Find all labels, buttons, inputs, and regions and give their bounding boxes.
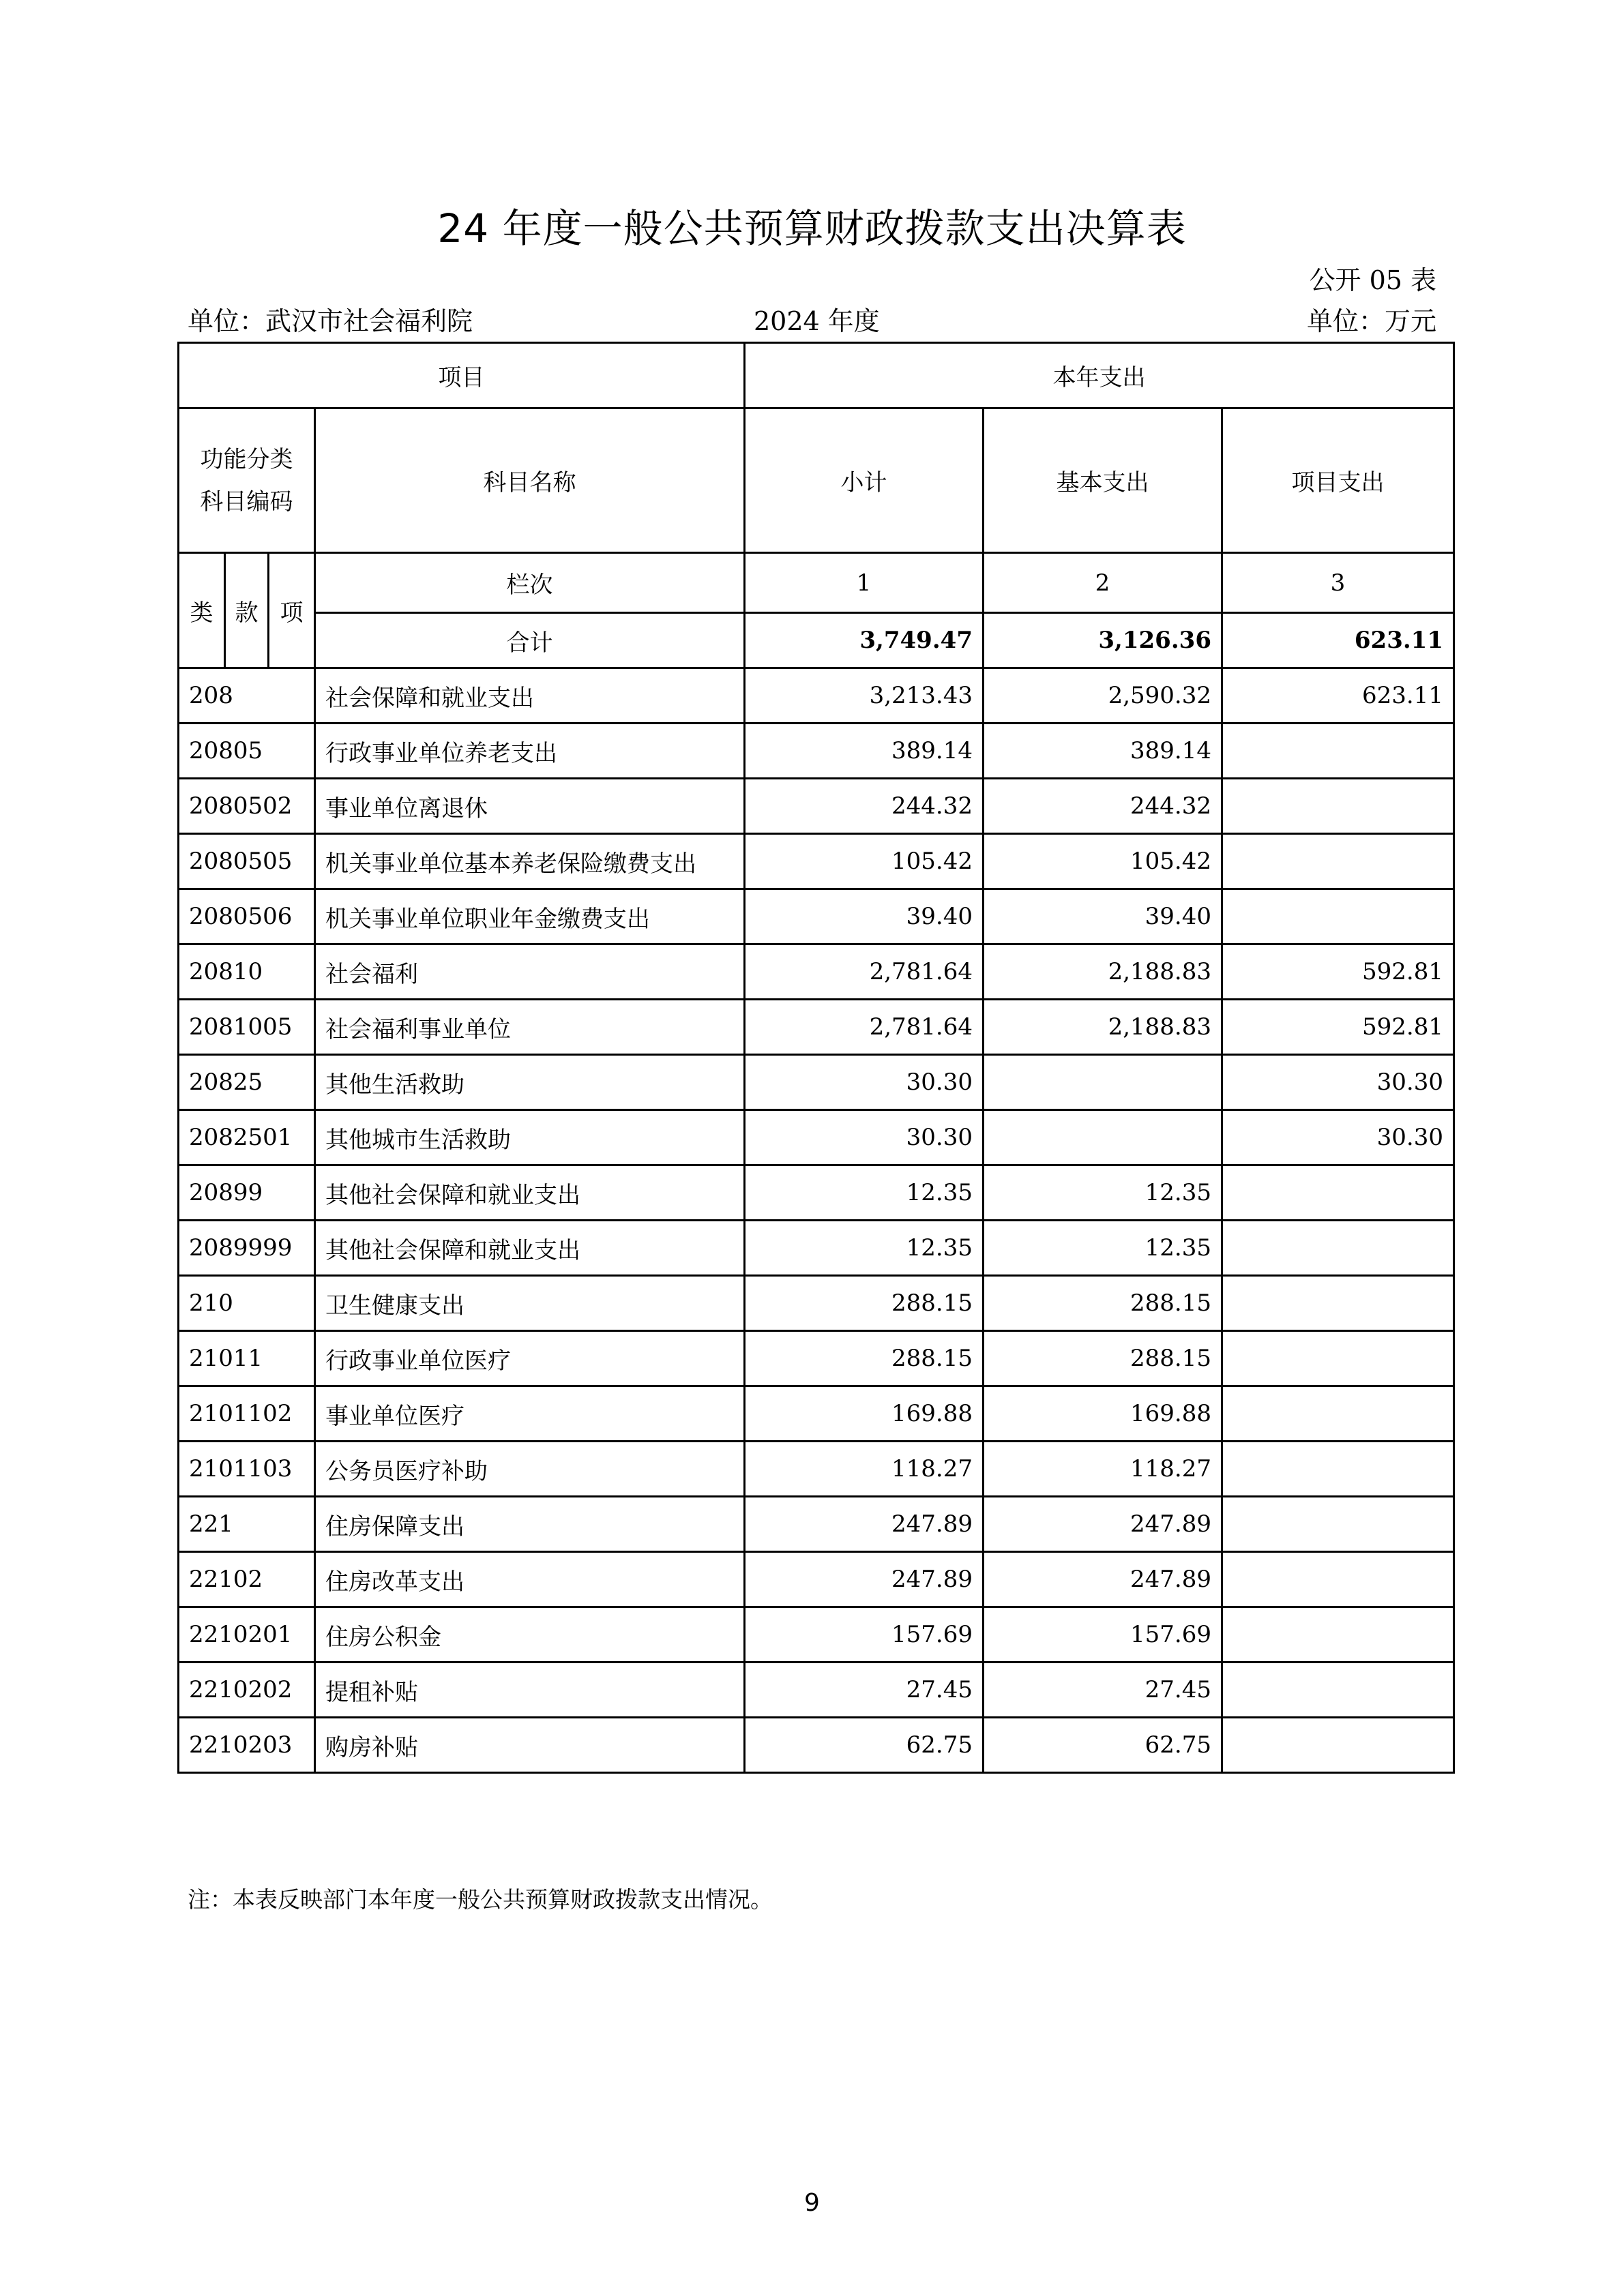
header-kuan: 款 (225, 553, 269, 668)
row-subject-name: 机关事业单位职业年金缴费支出 (315, 889, 745, 944)
row-subtotal: 12.35 (745, 1165, 984, 1221)
row-subject-name: 社会福利 (315, 944, 745, 1000)
row-basic: 288.15 (984, 1331, 1222, 1386)
header-lei: 类 (179, 553, 225, 668)
row-code: 2101102 (179, 1386, 315, 1442)
page-number: 9 (804, 2189, 820, 2217)
row-basic: 247.89 (984, 1497, 1222, 1552)
row-subtotal: 2,781.64 (745, 944, 984, 1000)
row-code: 20805 (179, 724, 315, 779)
row-project (1222, 889, 1454, 944)
table-row (179, 1497, 1454, 1552)
row-basic: 2,188.83 (984, 944, 1222, 1000)
table-row (179, 724, 1454, 779)
row-basic: 247.89 (984, 1552, 1222, 1607)
row-subject-name: 购房补贴 (315, 1718, 745, 1773)
table-row (179, 1663, 1454, 1718)
header-col2: 2 (984, 553, 1222, 613)
row-subject-name: 其他社会保障和就业支出 (315, 1165, 745, 1221)
row-subject-name: 公务员医疗补助 (315, 1442, 745, 1497)
row-basic: 2,188.83 (984, 1000, 1222, 1055)
row-code: 221 (179, 1497, 315, 1552)
row-subtotal: 247.89 (745, 1552, 984, 1607)
row-project: 623.11 (1222, 668, 1454, 724)
row-subject-name: 住房改革支出 (315, 1552, 745, 1607)
row-subject-name: 卫生健康支出 (315, 1276, 745, 1331)
header-row-3 (179, 553, 1454, 613)
table-row (179, 1442, 1454, 1497)
row-project (1222, 1497, 1454, 1552)
row-subtotal: 105.42 (745, 834, 984, 889)
table-row (179, 1552, 1454, 1607)
row-subject-name: 行政事业单位医疗 (315, 1331, 745, 1386)
table-row (179, 1055, 1454, 1110)
header-basic: 基本支出 (984, 408, 1222, 553)
header-xiang: 项 (269, 553, 315, 668)
row-code: 2081005 (179, 1000, 315, 1055)
row-basic: 39.40 (984, 889, 1222, 944)
row-subtotal: 3,213.43 (745, 668, 984, 724)
row-basic: 157.69 (984, 1607, 1222, 1663)
header-function-code-line1: 功能分类 (200, 445, 293, 473)
row-code: 20810 (179, 944, 315, 1000)
row-subtotal: 30.30 (745, 1055, 984, 1110)
table-row (179, 944, 1454, 1000)
total-label: 合计 (315, 613, 745, 668)
row-project (1222, 724, 1454, 779)
row-project: 592.81 (1222, 944, 1454, 1000)
row-project (1222, 779, 1454, 834)
row-subtotal: 247.89 (745, 1497, 984, 1552)
row-project (1222, 1276, 1454, 1331)
row-code: 208 (179, 668, 315, 724)
page-title: 24 年度一般公共预算财政拨款支出决算表 (437, 205, 1187, 252)
row-code: 20899 (179, 1165, 315, 1221)
header-project: 项目支出 (1222, 408, 1454, 553)
row-code: 2101103 (179, 1442, 315, 1497)
table-number: 公开 05 表 (1309, 265, 1436, 295)
row-project (1222, 1663, 1454, 1718)
row-project (1222, 1386, 1454, 1442)
row-subject-name: 机关事业单位基本养老保险缴费支出 (315, 834, 745, 889)
table-row (179, 834, 1454, 889)
row-code: 2080506 (179, 889, 315, 944)
row-project: 30.30 (1222, 1110, 1454, 1165)
table-row (179, 889, 1454, 944)
row-project: 30.30 (1222, 1055, 1454, 1110)
row-subtotal: 389.14 (745, 724, 984, 779)
table-row (179, 1718, 1454, 1773)
header-function-code-line2: 科目编码 (200, 488, 293, 516)
header-row-2 (179, 408, 1454, 553)
total-subtotal: 3,749.47 (745, 613, 984, 668)
row-basic: 105.42 (984, 834, 1222, 889)
row-basic: 62.75 (984, 1718, 1222, 1773)
row-basic: 244.32 (984, 779, 1222, 834)
table-row (179, 779, 1454, 834)
currency-unit: 单位：万元 (1306, 306, 1436, 336)
row-basic: 288.15 (984, 1276, 1222, 1331)
row-subject-name: 行政事业单位养老支出 (315, 724, 745, 779)
row-basic: 389.14 (984, 724, 1222, 779)
row-project (1222, 1552, 1454, 1607)
header-subject-name: 科目名称 (315, 408, 745, 553)
row-basic: 27.45 (984, 1663, 1222, 1718)
header-row-1 (179, 343, 1454, 408)
row-subtotal: 2,781.64 (745, 1000, 984, 1055)
header-item: 项目 (179, 343, 745, 408)
header-function-code (179, 408, 315, 553)
row-basic: 12.35 (984, 1165, 1222, 1221)
row-subject-name: 其他社会保障和就业支出 (315, 1221, 745, 1276)
row-project: 592.81 (1222, 1000, 1454, 1055)
row-code: 2080502 (179, 779, 315, 834)
row-project (1222, 1221, 1454, 1276)
row-basic (984, 1055, 1222, 1110)
row-subject-name: 提租补贴 (315, 1663, 745, 1718)
row-subtotal: 39.40 (745, 889, 984, 944)
row-project (1222, 1165, 1454, 1221)
row-project (1222, 1607, 1454, 1663)
row-subject-name: 事业单位医疗 (315, 1386, 745, 1442)
table-row (179, 1276, 1454, 1331)
row-subtotal: 12.35 (745, 1221, 984, 1276)
row-subject-name: 社会保障和就业支出 (315, 668, 745, 724)
row-subject-name: 住房保障支出 (315, 1497, 745, 1552)
row-project (1222, 1442, 1454, 1497)
row-code: 20825 (179, 1055, 315, 1110)
header-column-index: 栏次 (315, 553, 745, 613)
row-subject-name: 其他生活救助 (315, 1055, 745, 1110)
row-code: 2082501 (179, 1110, 315, 1165)
row-subtotal: 169.88 (745, 1386, 984, 1442)
total-project: 623.11 (1222, 613, 1454, 668)
table-row (179, 1000, 1454, 1055)
row-basic: 118.27 (984, 1442, 1222, 1497)
row-basic (984, 1110, 1222, 1165)
row-subtotal: 118.27 (745, 1442, 984, 1497)
row-basic: 12.35 (984, 1221, 1222, 1276)
row-code: 210 (179, 1276, 315, 1331)
table-row (179, 1607, 1454, 1663)
row-subtotal: 30.30 (745, 1110, 984, 1165)
row-subtotal: 288.15 (745, 1331, 984, 1386)
row-project (1222, 1718, 1454, 1773)
table-row (179, 1331, 1454, 1386)
budget-table (177, 342, 1455, 1774)
header-col3: 3 (1222, 553, 1454, 613)
table-row (179, 668, 1454, 724)
row-code: 21011 (179, 1331, 315, 1386)
row-basic: 2,590.32 (984, 668, 1222, 724)
row-code: 22102 (179, 1552, 315, 1607)
row-code: 2210203 (179, 1718, 315, 1773)
row-basic: 169.88 (984, 1386, 1222, 1442)
row-project (1222, 1331, 1454, 1386)
organization-unit: 单位：武汉市社会福利院 (188, 306, 473, 336)
header-subtotal: 小计 (745, 408, 984, 553)
row-subtotal: 157.69 (745, 1607, 984, 1663)
table-row (179, 1110, 1454, 1165)
table-note: 注：本表反映部门本年度一般公共预算财政拨款支出情况。 (188, 1886, 773, 1913)
row-code: 2080505 (179, 834, 315, 889)
row-code: 2089999 (179, 1221, 315, 1276)
row-subject-name: 事业单位离退休 (315, 779, 745, 834)
row-subtotal: 244.32 (745, 779, 984, 834)
row-subject-name: 其他城市生活救助 (315, 1110, 745, 1165)
header-col1: 1 (745, 553, 984, 613)
row-subtotal: 62.75 (745, 1718, 984, 1773)
row-code: 2210202 (179, 1663, 315, 1718)
fiscal-year: 2024 年度 (754, 306, 880, 336)
row-project (1222, 834, 1454, 889)
row-subject-name: 住房公积金 (315, 1607, 745, 1663)
row-subtotal: 288.15 (745, 1276, 984, 1331)
table-row (179, 1165, 1454, 1221)
total-basic: 3,126.36 (984, 613, 1222, 668)
row-subtotal: 27.45 (745, 1663, 984, 1718)
row-subject-name: 社会福利事业单位 (315, 1000, 745, 1055)
header-current-year-expense: 本年支出 (745, 343, 1454, 408)
total-row (179, 613, 1454, 668)
table-row (179, 1386, 1454, 1442)
row-code: 2210201 (179, 1607, 315, 1663)
table-row (179, 1221, 1454, 1276)
